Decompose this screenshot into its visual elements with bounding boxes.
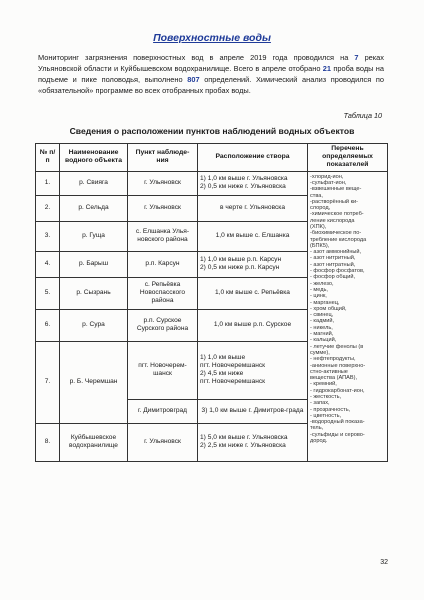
indicator-item: - азот нитратный, — [310, 261, 356, 268]
cell-location — [198, 221, 308, 251]
indicator-item: ление кислорода — [310, 217, 355, 224]
intro-text-3: проба воды на подъеме и пике половодья, выполнено — [38, 64, 384, 84]
cell-object: р. Сызрань — [60, 277, 128, 309]
indicator-item: -химическое потреб- — [310, 211, 364, 218]
indicator-item: - запах, — [310, 400, 330, 407]
header-num: № п/п — [36, 144, 60, 172]
indicator-item: - кремний, — [310, 381, 337, 388]
indicator-item: - прозрачность, — [310, 406, 351, 413]
indicator-item: дород. — [310, 438, 328, 445]
indicator-item: - свинец, — [310, 312, 334, 319]
indicator-item: -биохимическое по- — [310, 230, 362, 237]
indicator-item: - марганец, — [310, 299, 340, 306]
intro-text-4: определений. Химический анализ проводился по «обязательной» программе во всех отобранных пробах воды. — [38, 75, 384, 95]
section-heading: Поверхностные воды — [153, 32, 271, 44]
indicator-item: - никель, — [310, 324, 333, 331]
cell-location — [198, 399, 308, 423]
cell-location — [198, 277, 308, 309]
cell-point: г. Димитровград — [128, 399, 198, 423]
cell-point: с. Репьёвка Новоспасского района — [128, 277, 198, 309]
indicator-item: - магний, — [310, 331, 334, 338]
table-caption: Таблица 10 — [343, 111, 382, 120]
cell-num: 8. — [36, 423, 60, 461]
indicator-item: - фосфор фосфатов, — [310, 268, 365, 275]
location-line: 1,0 км выше р.п. Сурское — [213, 321, 292, 328]
cell-num: 6. — [36, 309, 60, 341]
indicator-item: - кальций, — [310, 337, 337, 344]
cell-object: р. Гуща — [60, 221, 128, 251]
location-line: 1) 1,0 км выше р.п. Карсун — [200, 255, 282, 263]
location-line: 1,0 км выше с. Елшанка — [215, 232, 290, 239]
cell-num: 7. — [36, 341, 60, 423]
cell-num: 5. — [36, 277, 60, 309]
header-object: Наименование водного объекта — [60, 144, 128, 172]
intro-text-2: реках Ульяновской области и Куйбышевском водохранилище. Всего в апреле отобрано — [38, 53, 384, 73]
indicator-item: - хром общий, — [310, 305, 347, 312]
indicator-item: - цветность, — [310, 412, 342, 419]
intro-paragraph — [38, 52, 384, 96]
cell-object: р. Барыш — [60, 251, 128, 277]
indicator-item: - азот аммонийный, — [310, 249, 362, 256]
cell-num: 4. — [36, 251, 60, 277]
indicator-item: -растворённый ки- — [310, 198, 358, 205]
table-row — [36, 171, 388, 195]
indicator-item: - медь, — [310, 286, 328, 293]
page-number: 32 — [380, 559, 388, 566]
cell-point: г. Ульяновск — [128, 423, 198, 461]
indicator-item: стно-активные — [310, 368, 348, 375]
indicator-item: сумме), — [310, 349, 330, 356]
indicator-item: - цинк, — [310, 293, 327, 300]
indicator-item: - гидрокарбонат-ион, — [310, 387, 365, 394]
indicator-item: -взвешенные веще- — [310, 186, 362, 193]
indicator-item: (БПК5), — [310, 242, 330, 249]
indicator-item: - летучие фенолы (в — [310, 343, 364, 350]
cell-indicators — [308, 171, 388, 461]
indicator-item: - азот нитритный, — [310, 255, 356, 262]
indicator-item: (ХПК), — [310, 223, 327, 230]
header-indicators: Перечень определяемых показателей — [308, 144, 388, 172]
indicator-item: -сульфат-ион, — [310, 179, 347, 186]
cell-point: р.п. Сурское Сурского района — [128, 309, 198, 341]
indicator-item: - кадмий, — [310, 318, 335, 325]
cell-object: р. Сура — [60, 309, 128, 341]
cell-location — [198, 423, 308, 461]
location-line: 1) 5,0 км выше г. Ульяновска — [200, 433, 288, 441]
cell-point: г. Ульяновск — [128, 195, 198, 221]
indicator-item: слород, — [310, 205, 331, 212]
observation-points-table — [35, 143, 388, 462]
location-line: 1) 1,0 км выше — [200, 353, 246, 361]
indicator-item: -водородный показа- — [310, 419, 365, 426]
cell-point: с. Елшанка Улья-новского района — [128, 221, 198, 251]
cell-num: 3. — [36, 221, 60, 251]
cell-object: Куйбышевское водохранилище — [60, 423, 128, 461]
location-line: 2) 2,5 км ниже г. Ульяновска — [200, 442, 286, 450]
indicator-item: -сульфиды и серово- — [310, 431, 365, 438]
cell-location — [198, 251, 308, 277]
indicator-item: вещества (АПАВ), — [310, 375, 358, 382]
cell-location — [198, 309, 308, 341]
location-line: 3) 1,0 км выше г. Димитров-града — [201, 407, 304, 414]
indicator-item: - фосфор общий, — [310, 274, 356, 281]
location-line: 2) 0,5 км ниже р.п. Карсун — [200, 264, 280, 272]
location-line: пгт. Новочеремшанск — [200, 378, 266, 386]
cell-object: р. Сельда — [60, 195, 128, 221]
cell-location — [198, 341, 308, 399]
location-line: 2) 0,5 км ниже г. Ульяновска — [200, 183, 286, 191]
cell-point: г. Ульяновск — [128, 171, 198, 195]
indicator-item: требление кислорода — [310, 236, 367, 243]
cell-location — [198, 195, 308, 221]
location-line: 1) 1,0 км выше г. Ульяновска — [200, 174, 288, 182]
indicator-item: -хлорид-ион, — [310, 173, 344, 180]
indicator-item: -анионные поверхно- — [310, 362, 366, 369]
cell-num: 2. — [36, 195, 60, 221]
cell-point: р.п. Карсун — [128, 251, 198, 277]
rivers-count: 7 — [354, 53, 359, 62]
intro-text-1: Мониторинг загрязнения поверхностных вод в апреле 2019 года проводился на — [38, 53, 355, 62]
header-point: Пункт наблюде-ния — [128, 144, 198, 172]
samples-count: 21 — [322, 64, 332, 73]
table-header-row — [36, 144, 388, 172]
location-line: пгт. Новочеремшанск — [200, 361, 266, 369]
location-line: 2) 4,5 км ниже — [200, 370, 244, 378]
location-line: 1,0 км выше с. Репьёвка — [215, 289, 290, 296]
indicator-item: ства, — [310, 192, 323, 199]
cell-location — [198, 171, 308, 195]
header-location: Расположение створа — [198, 144, 308, 172]
indicator-item: - нефтепродукты, — [310, 356, 356, 363]
cell-object: р. Свияга — [60, 171, 128, 195]
determinations-count: 807 — [187, 75, 200, 84]
indicator-item: - жесткость, — [310, 394, 342, 400]
location-line: в черте г. Ульяновска — [220, 204, 285, 211]
cell-point: пгт. Новочерем-шанск — [128, 341, 198, 399]
cell-object: р. Б. Черемшан — [60, 341, 128, 423]
indicator-item: тель, — [310, 425, 324, 432]
indicator-item: - железо, — [310, 280, 334, 287]
cell-num: 1. — [36, 171, 60, 195]
table-title: Сведения о расположении пунктов наблюдений водных объектов — [69, 126, 355, 136]
